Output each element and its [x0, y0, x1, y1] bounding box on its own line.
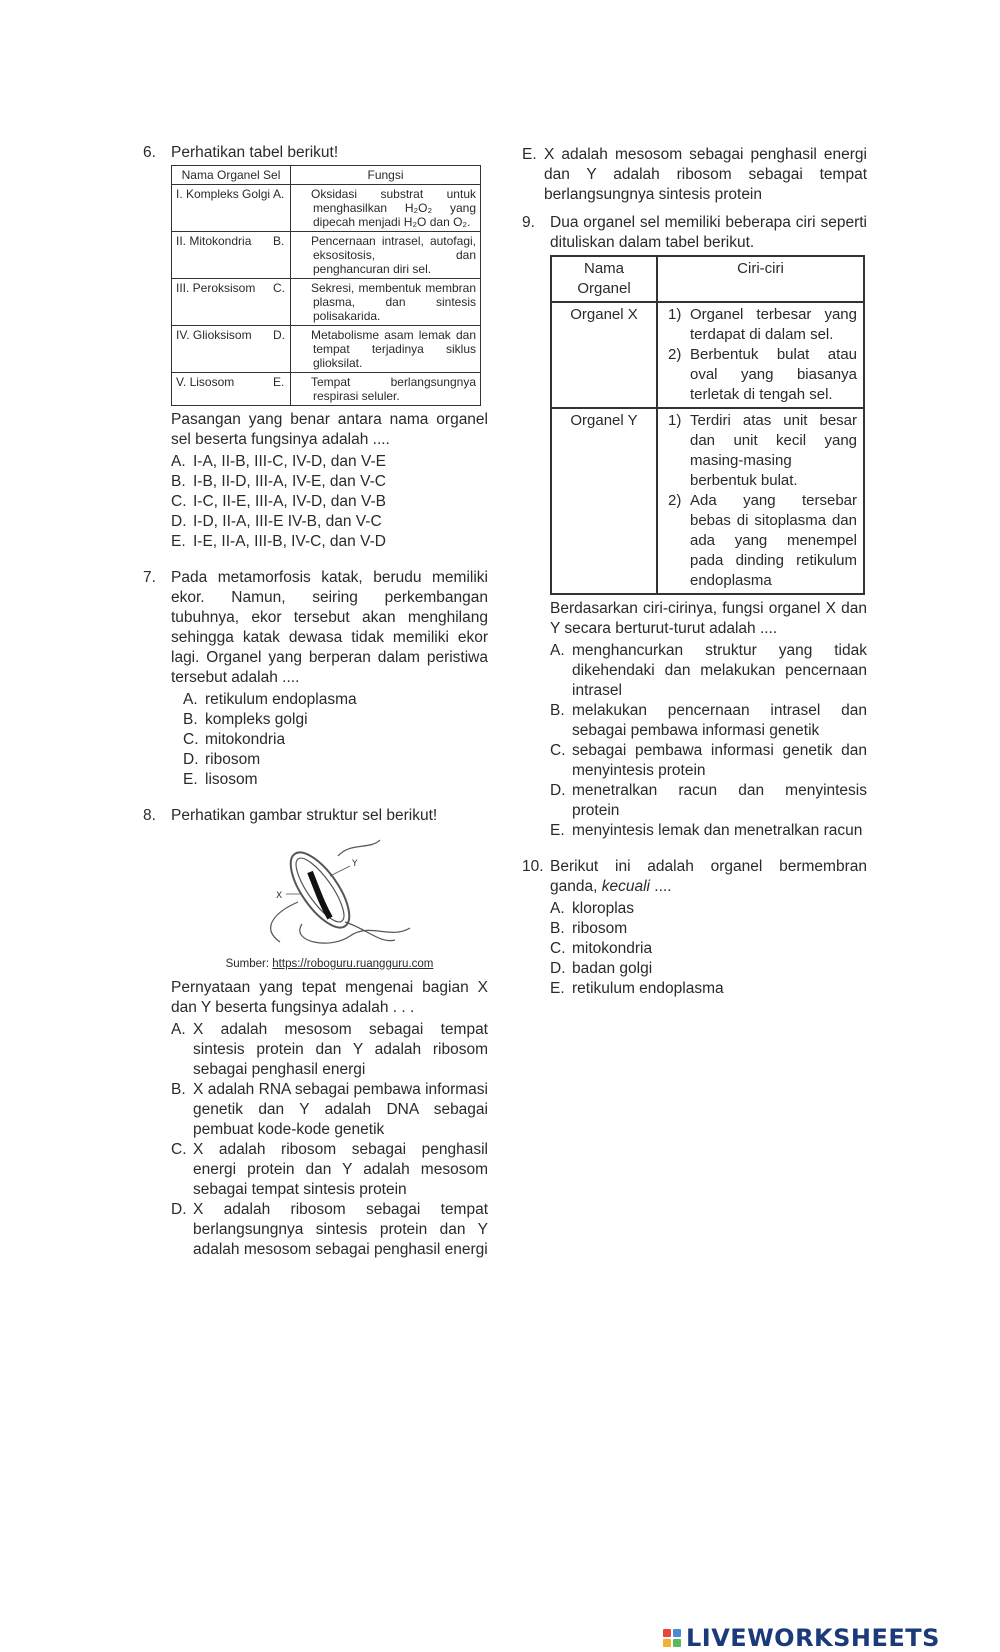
option-d[interactable]	[171, 1200, 488, 1260]
stem-main: Berikut ini adalah organel bermembran ganda,	[550, 858, 867, 895]
table-cell	[273, 232, 481, 279]
option-text: menghancurkan struktur yang tidak dikehendaki dan melakukan pencernaan intrasel	[572, 642, 867, 699]
source-link[interactable]: https://roboguru.ruangguru.com	[272, 958, 434, 970]
option-letter: C.	[550, 940, 566, 957]
option-a[interactable]	[183, 690, 488, 710]
option-e[interactable]	[522, 145, 867, 205]
question-number: 9.	[522, 214, 535, 231]
option-text: melakukan pencernaan intrasel dan sebagai pembawa informasi genetik	[572, 702, 867, 739]
logo-text: LIVEWORKSHEETS	[686, 1624, 940, 1652]
organelle-function-table	[171, 165, 481, 406]
option-letter: E.	[183, 771, 198, 788]
options-list	[171, 690, 488, 790]
option-letter: C.	[171, 493, 187, 510]
table-cell	[273, 185, 481, 232]
question-8	[143, 806, 488, 1260]
option-text: I-C, II-E, III-A, IV-D, dan V-B	[193, 493, 386, 510]
organelle-traits-table	[550, 255, 865, 595]
table-row	[172, 326, 481, 373]
option-letter: E.	[522, 146, 537, 163]
question-6	[143, 143, 488, 552]
option-text: I-E, II-A, III-B, IV-C, dan V-D	[193, 533, 386, 550]
option-text: I-D, II-A, III-E IV-B, dan V-C	[193, 513, 382, 530]
option-text: retikulum endoplasma	[205, 691, 357, 708]
option-c[interactable]	[171, 1140, 488, 1200]
question-prompt: Pernyataan yang tepat mengenai bagian X dan Y beserta fungsinya adalah . . .	[171, 979, 488, 1016]
options-list-continued	[522, 145, 867, 205]
trait-text: Ada yang tersebar bebas di sitoplasma dan ada yang menempel pada dinding retikulum endoplasma	[690, 492, 857, 589]
option-d[interactable]	[550, 959, 867, 979]
trait-item	[664, 491, 857, 591]
trait-item	[664, 345, 857, 405]
trait-item	[664, 411, 857, 491]
table-row	[172, 185, 481, 232]
option-letter: B.	[550, 920, 565, 937]
option-text: badan golgi	[572, 960, 653, 977]
option-c[interactable]	[550, 741, 867, 781]
option-d[interactable]	[550, 781, 867, 821]
option-c[interactable]	[183, 730, 488, 750]
options-list	[171, 1020, 488, 1260]
option-text: kompleks golgi	[205, 711, 308, 728]
row-function: Pencernaan intrasel, autofagi, eksositosis, dan penghancuran diri sel.	[311, 234, 476, 276]
options-list	[550, 899, 867, 999]
option-letter: B.	[550, 702, 565, 719]
question-stem: Perhatikan tabel berikut!	[171, 144, 339, 161]
table-cell: Organel Y	[551, 408, 657, 594]
table-cell	[273, 279, 481, 326]
option-text: ribosom	[572, 920, 628, 937]
option-b[interactable]	[550, 919, 867, 939]
option-e[interactable]	[183, 770, 488, 790]
row-function: Metabolisme asam lemak dan tempat terjadinya siklus glioksilat.	[311, 328, 476, 370]
table-header: Nama Organel	[551, 256, 657, 302]
option-text: kloroplas	[572, 900, 635, 917]
table-header: Nama Organel Sel	[172, 166, 291, 185]
question-prompt: Pasangan yang benar antara nama organel sel beserta fungsinya adalah ....	[171, 411, 488, 448]
option-a[interactable]	[550, 641, 867, 701]
trait-text: Terdiri atas unit besar dan unit kecil yang masing-masing berbentuk bulat.	[690, 412, 857, 489]
option-e[interactable]	[550, 979, 867, 999]
table-cell	[273, 326, 481, 373]
question-number: 7.	[143, 569, 156, 586]
question-7	[143, 568, 488, 790]
trait-text: Berbentuk bulat atau oval yang biasanya terletak di tengah sel.	[690, 346, 857, 403]
question-stem: Dua organel sel memiliki beberapa ciri seperti dituliskan dalam tabel berikut.	[550, 214, 867, 251]
table-cell: V. Lisosom	[172, 373, 291, 406]
trait-number: 2)	[668, 492, 682, 509]
option-letter: C.	[183, 731, 199, 748]
option-letter: D.	[550, 782, 566, 799]
table-cell: Organel X	[551, 302, 657, 408]
option-letter: D.	[183, 751, 199, 768]
trait-text: Organel terbesar yang terdapat di dalam sel.	[690, 306, 857, 343]
question-number: 8.	[143, 807, 156, 824]
option-letter: A.	[183, 691, 198, 708]
table-cell: III. Peroksisom	[172, 279, 291, 326]
table-row	[551, 408, 864, 594]
option-text: lisosom	[205, 771, 258, 788]
liveworksheets-logo[interactable]	[663, 1625, 940, 1651]
question-number: 10.	[522, 858, 544, 875]
table-row	[172, 279, 481, 326]
stem-end: ....	[654, 878, 672, 895]
table-row	[551, 302, 864, 408]
option-letter: B.	[171, 473, 186, 490]
option-text: mitokondria	[572, 940, 653, 957]
row-letter: C.	[273, 281, 285, 295]
option-a[interactable]	[171, 1020, 488, 1080]
option-letter: C.	[171, 1141, 187, 1158]
options-list	[550, 641, 867, 841]
table-cell	[273, 373, 481, 406]
option-text: menetralkan racun dan menyintesis protein	[572, 782, 867, 819]
row-function: Tempat berlangsungnya respirasi seluler.	[311, 375, 476, 403]
left-column	[143, 143, 488, 1260]
option-text: X adalah ribosom sebagai tempat berlangsungnya sintesis protein dan Y adalah mesosom sebagai penghasil energi	[193, 1201, 488, 1258]
option-letter: A.	[550, 642, 565, 659]
question-prompt: Berdasarkan ciri-cirinya, fungsi organel X dan Y secara berturut-turut adalah ....	[550, 600, 867, 637]
option-text: I-A, II-B, III-C, IV-D, dan V-E	[193, 453, 386, 470]
table-row	[172, 232, 481, 279]
bacteria-illustration	[180, 832, 480, 954]
option-text: mitokondria	[205, 731, 286, 748]
option-text: X adalah RNA sebagai pembawa informasi genetik dan Y adalah DNA sebagai pembuat kode-kode genetik	[193, 1081, 488, 1138]
option-text: retikulum endoplasma	[572, 980, 724, 997]
table-cell: I. Kompleks Golgi	[172, 185, 291, 232]
bacteria-cell-figure	[180, 832, 480, 954]
option-text: sebagai pembawa informasi genetik dan menyintesis protein	[572, 742, 867, 779]
question-10	[522, 857, 867, 999]
option-b[interactable]	[171, 1080, 488, 1140]
figure-source	[171, 954, 488, 974]
option-e[interactable]	[171, 532, 488, 552]
option-text: X adalah mesosom sebagai penghasil energi dan Y adalah ribosom sebagai tempat berlangsungnya sintesis protein	[544, 146, 867, 203]
option-letter: D.	[171, 1201, 187, 1218]
question-number: 6.	[143, 144, 156, 161]
option-c[interactable]	[550, 939, 867, 959]
option-letter: D.	[171, 513, 187, 530]
question-9	[522, 213, 867, 841]
option-d[interactable]	[183, 750, 488, 770]
right-column	[522, 143, 867, 999]
table-cell: IV. Glioksisom	[172, 326, 291, 373]
table-header: Fungsi	[291, 166, 481, 185]
option-text: X adalah ribosom sebagai penghasil energi protein dan Y adalah mesosom sebagai tempat sintesis protein	[193, 1141, 488, 1198]
question-stem: Pada metamorfosis katak, berudu memiliki ekor. Namun, seiring perkembangan tubuhnya, ekor tersebut akan menghilang sehingga katak dewasa tidak memiliki ekor lagi. Organel yang berperan dalam peristiwa tersebut adalah ....	[171, 569, 488, 686]
trait-item	[664, 305, 857, 345]
table-header: Ciri-ciri	[657, 256, 864, 302]
question-stem: Perhatikan gambar struktur sel berikut!	[171, 807, 438, 824]
row-letter: A.	[273, 187, 285, 201]
table-cell	[657, 302, 864, 408]
option-b[interactable]	[183, 710, 488, 730]
table-row	[172, 373, 481, 406]
option-letter: E.	[550, 980, 565, 997]
option-text: I-B, II-D, III-A, IV-E, dan V-C	[193, 473, 386, 490]
row-letter: B.	[273, 234, 285, 248]
option-letter: A.	[171, 453, 186, 470]
row-letter: E.	[273, 375, 285, 389]
option-a[interactable]	[550, 899, 867, 919]
option-letter: A.	[550, 900, 565, 917]
option-a[interactable]	[171, 452, 488, 472]
options-list	[171, 452, 488, 552]
stem-italic: kecuali	[601, 878, 650, 895]
option-e[interactable]	[550, 821, 867, 841]
option-letter: B.	[171, 1081, 186, 1098]
logo-grid-icon	[663, 1629, 681, 1647]
source-label: Sumber:	[225, 958, 270, 970]
row-function: Oksidasi substrat untuk menghasilkan H₂O₂ yang dipecah menjadi H₂O dan O₂.	[311, 187, 476, 229]
option-c[interactable]	[171, 492, 488, 512]
option-d[interactable]	[171, 512, 488, 532]
trait-number: 1)	[668, 306, 682, 323]
trait-number: 1)	[668, 412, 682, 429]
option-letter: A.	[171, 1021, 186, 1038]
trait-number: 2)	[668, 346, 682, 363]
option-text: ribosom	[205, 751, 261, 768]
option-letter: E.	[171, 533, 186, 550]
label-x: X	[275, 891, 282, 901]
option-letter: E.	[550, 822, 565, 839]
table-cell	[657, 408, 864, 594]
row-function: Sekresi, membentuk membran plasma, dan sintesis polisakarida.	[311, 281, 476, 323]
row-letter: D.	[273, 328, 285, 342]
option-b[interactable]	[550, 701, 867, 741]
option-text: X adalah mesosom sebagai tempat sintesis protein dan Y adalah ribosom sebagai penghasil energi	[193, 1021, 488, 1078]
label-y: Y	[351, 859, 357, 869]
option-letter: B.	[183, 711, 198, 728]
option-letter: D.	[550, 960, 566, 977]
option-letter: C.	[550, 742, 566, 759]
option-b[interactable]	[171, 472, 488, 492]
table-cell: II. Mitokondria	[172, 232, 291, 279]
option-text: menyintesis lemak dan menetralkan racun	[572, 822, 863, 839]
question-stem	[550, 857, 867, 897]
